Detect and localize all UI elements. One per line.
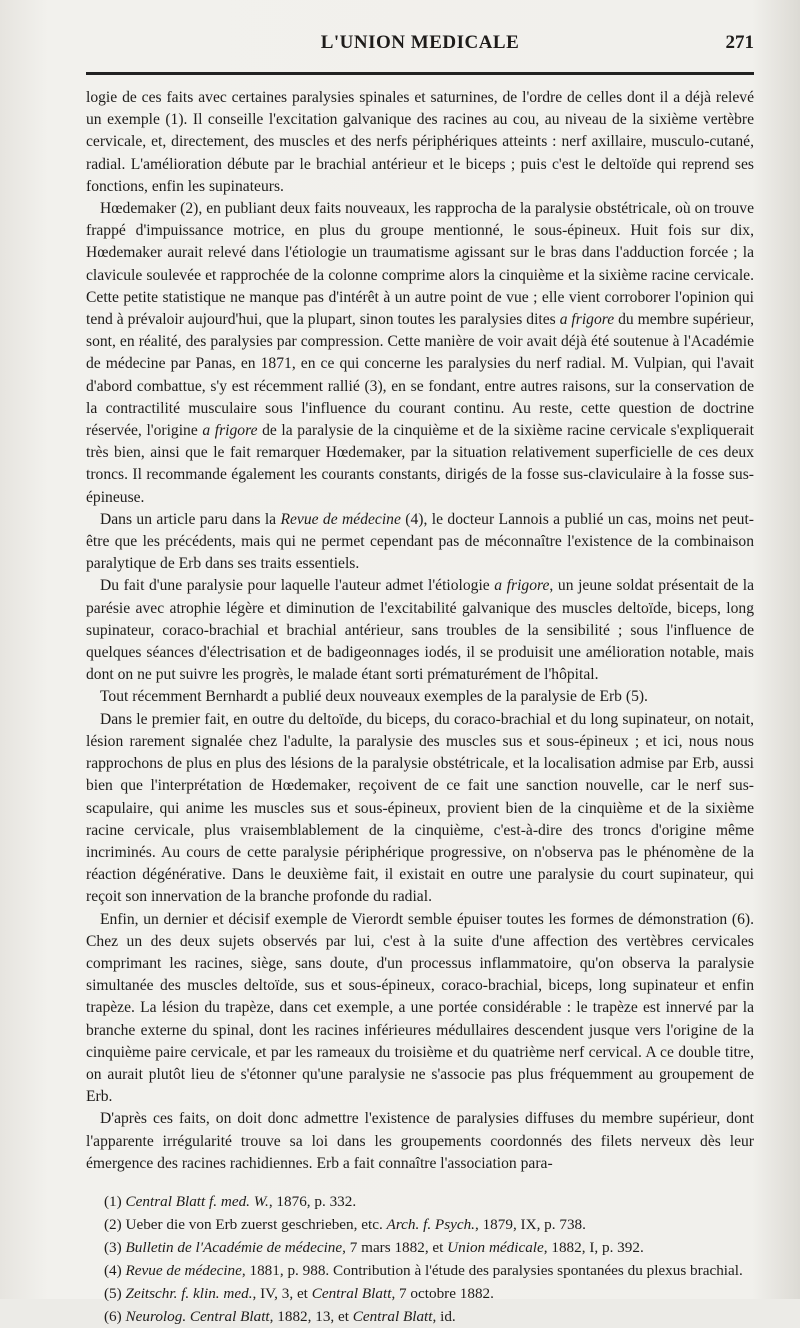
citation-title: Central Blatt bbox=[311, 1284, 392, 1302]
paragraph-text: , un jeune soldat présentait de la parésie avec atrophie légère et diminution de l'excitabilité galvanique des muscles deltoïde, biceps, long supinateur, coraco-brachial et brachial antérieur, sans troubles de la sensibilité ; sous l'influence de quelques séances d'électrisation et de badigeonnages iodés, il se produisit une amélioration notable, mais dont on ne put suivre les progrès, le malade étant sorti prématurément de l'hôpital. bbox=[86, 577, 754, 684]
footnote-text: , 1882, I, p. 392. bbox=[543, 1238, 644, 1256]
footnote bbox=[86, 1237, 754, 1259]
footnote-marker-text: (6) bbox=[104, 1307, 126, 1325]
citation-title: Bulletin de l'Académie de médecine bbox=[125, 1238, 343, 1256]
paragraph-text: (4), le docteur Lannois a publié un cas, moins net peut-être que les précédents, mais qui ne permet cependant pas de méconnaître l'existence de la combinaison paralytique de Erb dans ses traits essentiels. bbox=[86, 510, 754, 573]
paragraph bbox=[86, 686, 754, 708]
journal-reference: Revue de médecine bbox=[280, 510, 401, 528]
paragraph-text: D'après ces faits, on doit donc admettre l'existence de paralysies diffuses du membre supérieur, dont l'apparente irrégularité trouve sa loi dans les groupements coordonnés des filets nerveux dès leur émergence des racines rachidiennes. Erb a fait connaître l'association para- bbox=[86, 1110, 754, 1172]
latin-term: a frigore bbox=[202, 422, 258, 440]
paragraph-text: Tout récemment Bernhardt a publié deux nouveaux exemples de la paralysie de Erb (5). bbox=[100, 688, 648, 706]
paragraph-text: Enfin, un dernier et décisif exemple de Vierordt semble épuiser toutes les formes de démonstration (6). Chez un des deux sujets observés par lui, c'est à la suite d'une affection des vertèbres cervicales comprimant les racines, siège, sans doute, d'un processus inflammatoire, qu'on observa la paralysie simultanée des muscles deltoïde, sus et sous-épineux, coraco-brachial, biceps, long supinateur et enfin trapèze. La lésion du trapèze, dans cet exemple, a une portée considérable : le trapèze est innervé par la branche externe du spinal, dont les racines inférieures médullaires descendent jusque vers l'origine de la cinquième paire cervicale, et par les rameaux du troisième et du quatrième nerf cervical. A ce double titre, on aurait plutôt lieu de s'étonner qu'une paralysie ne s'associe pas plus fréquemment au groupement de Erb. bbox=[86, 910, 754, 1106]
paragraph-text: Hœdemaker (2), en publiant deux faits nouveaux, les rapprocha de la paralysie obstétricale, où on trouve frappé d'impuissance motrice, en plus du groupe mentionné, le sous-épineux. Huit fois sur dix, Hœdemaker aurait relevé dans l'étiologie un traumatisme agissant sur le bras dans l'adduction forcée ; la clavicule soulevée et rapprochée de la colonne comprime alors la cinquième et la sixième racine cervicale. Cette petite statistique ne manque pas d'intérêt à un autre point de vue ; elle vient corroborer l'opinion qui tend à prévaloir aujourd'hui, que la plupart, sinon toutes les paralysies dites bbox=[86, 200, 754, 329]
paragraph-text: de la paralysie de la cinquième et de la sixième racine cervicale s'expliquerait très bien, ainsi que le fait remarquer Hœdemaker, par la situation relativement superficielle de ces deux troncs. Il recommande également les courants constants, dirigés de la fosse sus-claviculaire à la fosse sus-épineuse. bbox=[86, 422, 754, 506]
paragraph bbox=[86, 709, 754, 909]
page-header bbox=[86, 30, 754, 75]
footnote bbox=[86, 1283, 754, 1305]
article-body bbox=[86, 87, 754, 1175]
footnotes bbox=[86, 1191, 754, 1328]
citation-title: Zeitschr. f. klin. med. bbox=[125, 1284, 253, 1302]
footnote-marker-text: (1) bbox=[104, 1192, 126, 1210]
paragraph-text: logie de ces faits avec certaines paralysies spinales et saturnines, de l'ordre de celles dont il a déjà relevé un exemple (1). Il conseille l'excitation galvanique des racines au cou, au niveau de la sixième vertèbre cervicale, et, directement, des muscles et des nerfs périphériques atteints : nerf axillaire, musculo-cutané, radial. L'amélioration débute par le brachial antérieur et le biceps ; puis c'est le deltoïde qui reprend ses fonctions, enfin les supinateurs. bbox=[86, 89, 754, 195]
footnote-marker-text: (3) bbox=[104, 1238, 126, 1256]
page-number: 271 bbox=[725, 32, 754, 53]
paragraph bbox=[86, 575, 754, 686]
journal-title: L'UNION MEDICALE bbox=[320, 32, 520, 53]
citation-title: Central Blatt bbox=[352, 1307, 433, 1325]
paragraph bbox=[86, 1108, 754, 1175]
footnote bbox=[86, 1260, 754, 1282]
footnote-marker-text: (4) bbox=[104, 1261, 126, 1279]
paragraph bbox=[86, 909, 754, 1109]
citation-title: Revue de médecine bbox=[125, 1261, 242, 1279]
paragraph-text: Du fait d'une paralysie pour laquelle l'auteur admet l'étiologie bbox=[100, 577, 495, 595]
footnote-text: , 1881, p. 988. Contribution à l'étude des paralysies spontanées du plexus brachial. bbox=[241, 1261, 743, 1279]
citation-title: Arch. f. Psych. bbox=[386, 1215, 475, 1233]
footnote-text: , id. bbox=[432, 1307, 456, 1325]
latin-term: a frigore bbox=[494, 577, 550, 595]
paragraph bbox=[86, 509, 754, 576]
footnote-text: , 1876, p. 332. bbox=[268, 1192, 357, 1210]
paragraph bbox=[86, 198, 754, 509]
paragraph-text: Dans le premier fait, en outre du deltoïde, du biceps, du coraco-brachial et du long supinateur, on notait, lésion rarement signalée chez l'adulte, la paralysie des muscles sus et sous-épineux ; et ici, nous nous rapprochons de plus en plus des lésions de la paralysie obstétricale, et la localisation admise par Erb, aussi bien que l'interprétation de Hœdemaker, reçoivent de ce fait une sanction nouvelle, car le nerf sus-scapulaire, qui anime les muscles sus et sous-épineux, provient bien de la cinquième et de la sixième racine cervicale, plus vraisemblablement de la cinquième, c'est-à-dire des troncs d'origine même incriminés. Au cours de cette paralysie périphérique progressive, on n'observa pas le phénomène de la réaction dégénérative. Dans le deuxième fait, il existait en outre une paralysie du court supinateur, qui reçoit son innervation de la branche profonde du radial. bbox=[86, 710, 754, 906]
footnote-text: , 1879, IX, p. 738. bbox=[474, 1215, 586, 1233]
footnote-text: , 7 mars 1882, et bbox=[342, 1238, 448, 1256]
footnote bbox=[86, 1306, 754, 1328]
citation-title: Neurolog. Central Blatt bbox=[125, 1307, 270, 1325]
footnote-text: , 7 octobre 1882. bbox=[391, 1284, 494, 1302]
paragraph-text: Dans un article paru dans la bbox=[100, 510, 281, 528]
footnote bbox=[86, 1214, 754, 1236]
footnote-text: (2) Ueber die von Erb zuerst geschrieben, etc. bbox=[104, 1215, 387, 1233]
paragraph-text: du membre supérieur, sont, en réalité, des paralysies par compression. Cette manière de voir avait déjà été soutenue à l'Académie de médecine par Panas, en 1871, en ce qui concerne les paralysies du nerf radial. M. Vulpian, qui l'avait d'abord combattue, s'y est récemment rallié (3), en se fondant, entre autres raisons, sur la conservation de la contractilité musculaire sous l'influence du courant continu. Au reste, cette question de doctrine réservée, l'origine bbox=[86, 311, 754, 440]
paragraph bbox=[86, 87, 754, 198]
citation-title: Union médicale bbox=[447, 1238, 544, 1256]
footnote-marker-text: (5) bbox=[104, 1284, 126, 1302]
footnote-text: , 1882, 13, et bbox=[269, 1307, 353, 1325]
footnote bbox=[86, 1191, 754, 1213]
footnote-text: , IV, 3, et bbox=[252, 1284, 312, 1302]
latin-term: a frigore bbox=[559, 311, 615, 329]
citation-title: Central Blatt f. med. W. bbox=[125, 1192, 269, 1210]
